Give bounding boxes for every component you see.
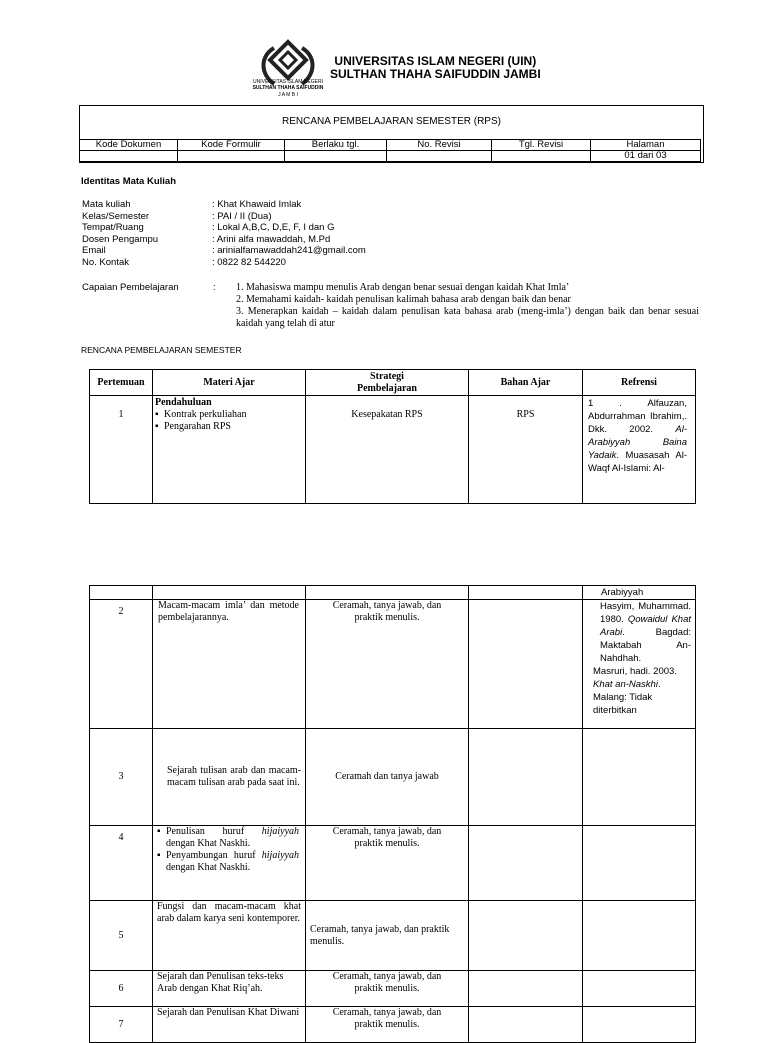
identity-label: No. Kontak xyxy=(82,256,129,268)
ref-publisher: . Bagdad: Maktabah An-Nahdhah. xyxy=(600,627,691,664)
row3-no: 3 xyxy=(90,729,153,826)
list-item xyxy=(157,850,299,874)
row1-bahan: RPS xyxy=(469,396,583,504)
meta-col-kode-dokumen: Kode Dokumen xyxy=(80,140,178,151)
identity-list xyxy=(82,199,366,269)
row3-refrensi xyxy=(583,729,696,826)
cont-ref: Arabiyyah xyxy=(583,586,696,600)
row3-materi: Sejarah tulisan arab dan macam-macam tulisan arab pada saat ini. xyxy=(153,729,306,826)
university-line-1: UNIVERSITAS ISLAM NEGERI (UIN) xyxy=(334,54,537,68)
meta-val-berlaku xyxy=(285,151,387,162)
identity-label: Kelas/Semester xyxy=(82,210,150,222)
row2-no: 2 xyxy=(90,600,153,729)
row3-strategi: Ceramah dan tanya jawab xyxy=(306,729,469,826)
meta-header-row xyxy=(80,140,701,151)
capaian-item-1: 1. Mahasiswa mampu menulis Arab dengan benar sesuai dengan kaidah Khat Imla’ xyxy=(236,282,570,293)
logo-caption-3: J A M B I xyxy=(278,92,298,98)
row4-materi-list xyxy=(157,826,299,874)
row3-bahan xyxy=(469,729,583,826)
row2-materi: Macam-macam imla’ dan metode pembelajarannya. xyxy=(153,600,306,729)
meta-col-no-revisi: No. Revisi xyxy=(387,140,492,151)
list-item xyxy=(157,826,299,850)
identity-heading: Identitas Mata Kuliah xyxy=(81,176,177,187)
meta-col-kode-formulir: Kode Formulir xyxy=(178,140,285,151)
rps-section-title: RENCANA PEMBELAJARAN SEMESTER xyxy=(81,345,242,355)
identity-label: Mata kuliah xyxy=(82,199,131,210)
ref-author: Masruri, hadi. 2003. xyxy=(593,666,677,677)
identity-label: Email xyxy=(82,245,106,257)
meta-value-row xyxy=(80,151,701,162)
capaian-list xyxy=(236,282,699,305)
meta-val-no-revisi xyxy=(387,151,492,162)
ref-title: Qowaidul Khat Arabi xyxy=(600,614,691,638)
university-name xyxy=(330,55,541,81)
row5-refrensi xyxy=(583,901,696,971)
cont-cell xyxy=(153,586,306,600)
row6-refrensi xyxy=(583,971,696,1007)
row6-no: 6 xyxy=(90,971,153,1007)
identity-row xyxy=(82,245,366,257)
ref-author: Alfauzan, Abdurrahman Ibrahim,. xyxy=(588,398,687,422)
header-strategi: Strategi Pembelajaran xyxy=(306,370,469,396)
identity-value: : arinialfamawaddah241@gmail.com xyxy=(212,245,366,257)
table-row xyxy=(90,1007,696,1043)
identity-label: Tempat/Ruang xyxy=(82,222,144,234)
row1-materi xyxy=(153,396,306,504)
header-refrensi: Refrensi xyxy=(583,370,696,396)
capaian-label: Capaian Pembelajaran xyxy=(82,282,179,293)
row1-ref-text xyxy=(588,397,687,475)
list-item: ▪ Kontrak perkuliahan xyxy=(155,409,303,421)
meta-col-tgl-revisi: Tgl. Revisi xyxy=(492,140,591,151)
ref-number: 1 . xyxy=(588,398,622,409)
item-text: dengan Khat Naskhi. xyxy=(166,838,251,849)
row4-no: 4 xyxy=(90,826,153,901)
header-bahan: Bahan Ajar xyxy=(469,370,583,396)
row5-strategi: Ceramah, tanya jawab, dan praktik menulis. xyxy=(306,901,469,971)
header-materi: Materi Ajar xyxy=(153,370,306,396)
identity-value: : Arini alfa mawaddah, M.Pd xyxy=(212,233,331,245)
meta-val-halaman: 01 dari 03 xyxy=(591,151,701,162)
row7-bahan xyxy=(469,1007,583,1043)
logo-caption-1: UNIVERSITAS ISLAM NEGERI xyxy=(253,79,323,85)
item-text: Penulisan huruf xyxy=(166,826,245,837)
row5-no: 5 xyxy=(90,901,153,971)
row2-ref-2 xyxy=(593,665,691,717)
row4-bahan xyxy=(469,826,583,901)
row7-materi: Sejarah dan Penulisan Khat Diwani xyxy=(153,1007,306,1043)
item-italic: hijaiyyah xyxy=(261,826,300,837)
rps-table-part-1 xyxy=(89,369,696,504)
item-text: Penyambungan huruf xyxy=(166,850,256,861)
meta-val-kode-formulir xyxy=(178,151,285,162)
row1-strategi: Kesepakatan RPS xyxy=(306,396,469,504)
identity-row xyxy=(82,199,366,211)
list-item: ▪ Pengarahan RPS xyxy=(155,421,303,433)
item-italic: hijaiyyah xyxy=(261,850,299,861)
capaian-item-3-text: 3. Menerapkan kaidah – kaidah dalam penulisan kata bahasa arab (meng-imla’) dengan baik dan benar sesuai kaidah yang telah di atur xyxy=(236,306,699,329)
ref-publisher: . Muasasah Al- Waqf Al-Islami: Al- xyxy=(588,450,687,474)
row1-refrensi xyxy=(583,396,696,504)
row7-no: 7 xyxy=(90,1007,153,1043)
table-row xyxy=(90,396,696,504)
table-row xyxy=(90,586,696,600)
meta-val-tgl-revisi xyxy=(492,151,591,162)
document-meta-table xyxy=(79,139,701,162)
table-row xyxy=(90,826,696,901)
cont-cell xyxy=(306,586,469,600)
row2-bahan xyxy=(469,600,583,729)
identity-value: : PAI / II (Dua) xyxy=(212,210,272,222)
identity-value: : 0822 82 544220 xyxy=(212,256,286,268)
row4-strategi: Ceramah, tanya jawab, dan praktik menulis. xyxy=(306,826,469,901)
cont-cell xyxy=(469,586,583,600)
cont-cell xyxy=(90,586,153,600)
row5-bahan xyxy=(469,901,583,971)
row2-refrensi xyxy=(583,600,696,729)
row7-strategi: Ceramah, tanya jawab, dan praktik menulis. xyxy=(306,1007,469,1043)
logo-caption-2: SULTHAN THAHA SAIFUDDIN xyxy=(252,85,324,91)
rps-table-part-2 xyxy=(89,585,696,1043)
meta-val-kode-dokumen xyxy=(80,151,178,162)
identity-row xyxy=(82,211,366,223)
row5-materi: Fungsi dan macam-macam khat arab dalam karya seni kontemporer. xyxy=(153,901,306,971)
ref-year: Dkk. 2002. xyxy=(588,424,654,435)
identity-row xyxy=(82,222,366,234)
identity-label: Dosen Pengampu xyxy=(82,233,159,245)
row2-strategi: Ceramah, tanya jawab, dan praktik menulis. xyxy=(306,600,469,729)
row6-strategi: Ceramah, tanya jawab, dan praktik menulis. xyxy=(306,971,469,1007)
table-row xyxy=(90,901,696,971)
row7-refrensi xyxy=(583,1007,696,1043)
row1-no: 1 xyxy=(90,396,153,504)
ref-title: Al-Arabiyyah Baina Yadaik xyxy=(588,424,687,461)
identity-value: : Khat Khawaid Imlak xyxy=(212,199,302,210)
capaian-item-3 xyxy=(236,306,699,330)
table-row xyxy=(90,600,696,729)
header-pertemuan: Pertemuan xyxy=(90,370,153,396)
table-row xyxy=(90,729,696,826)
row6-materi: Sejarah dan Penulisan teks-teks Arab dengan Khat Riq’ah. xyxy=(153,971,306,1007)
rps-header-row xyxy=(90,370,696,396)
identity-row xyxy=(82,234,366,246)
document-title: RENCANA PEMBELAJARAN SEMESTER (RPS) xyxy=(282,116,501,127)
meta-col-berlaku: Berlaku tgl. xyxy=(285,140,387,151)
table-row xyxy=(90,971,696,1007)
meta-col-halaman: Halaman xyxy=(591,140,701,151)
item-text: dengan Khat Naskhi. xyxy=(166,862,251,873)
row6-bahan xyxy=(469,971,583,1007)
ref-publisher: . Malang: Tidak diterbitkan xyxy=(593,679,661,716)
ref-author: Hasyim, Muhammad. 1980. xyxy=(600,601,691,625)
row1-materi-list xyxy=(155,409,303,433)
university-line-2: SULTHAN THAHA SAIFUDDIN JAMBI xyxy=(330,67,541,81)
ref-title: Khat an-Naskhi xyxy=(593,679,658,690)
capaian-item-2: 2. Memahami kaidah- kaidah penulisan kalimah bahasa arab dengan baik dan benar xyxy=(236,293,571,305)
row2-ref-1 xyxy=(593,600,691,665)
row4-materi xyxy=(153,826,306,901)
identity-value: : Lokal A,B,C, D,E, F, I dan G xyxy=(212,222,335,234)
document-info-box xyxy=(79,105,704,163)
capaian-colon: : xyxy=(213,282,216,293)
row4-refrensi xyxy=(583,826,696,901)
identity-row xyxy=(82,257,366,269)
row1-materi-title: Pendahuluan xyxy=(155,397,212,408)
